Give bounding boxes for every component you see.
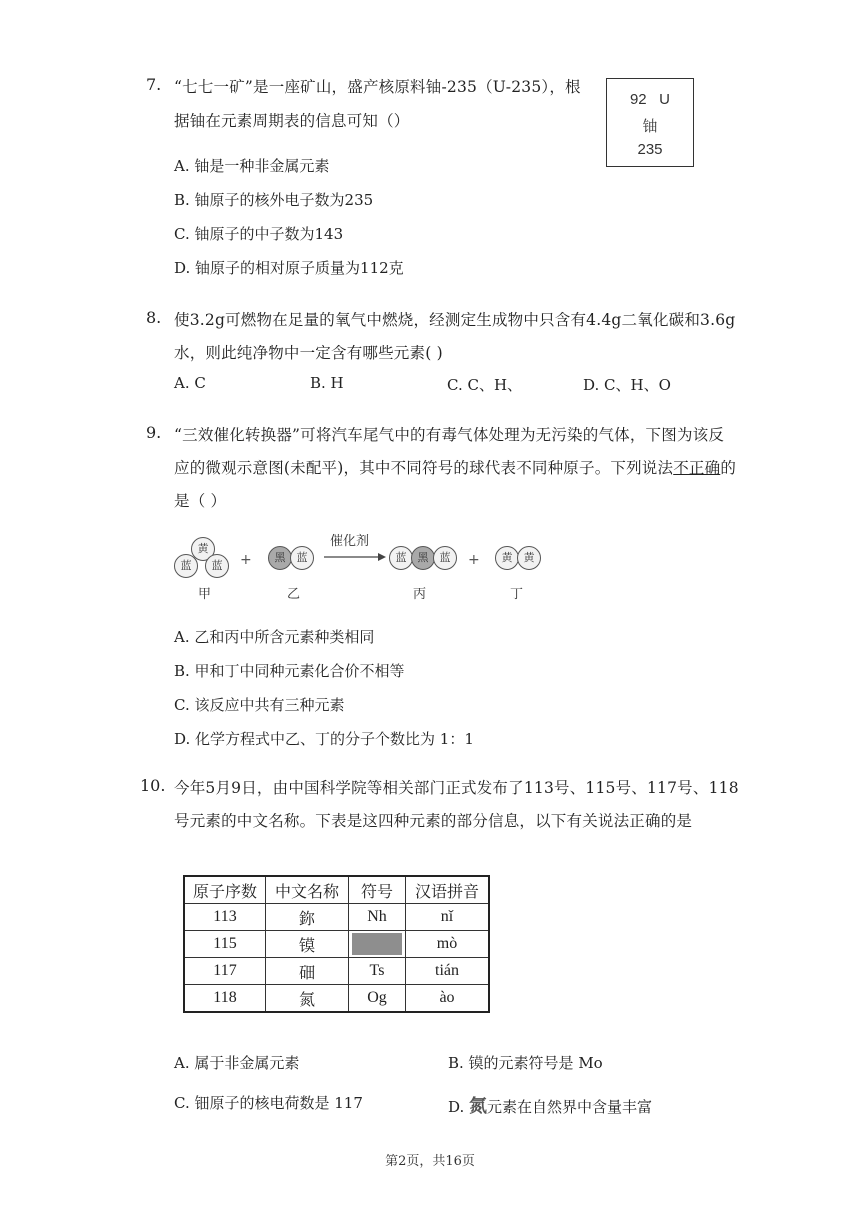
label-ding: 丁 [510, 587, 524, 602]
table-row [184, 985, 489, 1013]
cell-symbol: Nh [349, 904, 406, 931]
cell-name: 镆 [266, 931, 349, 958]
q9-option-d: D. 化学方程式中乙、丁的分子个数比为 1：1 [174, 730, 474, 748]
cell-symbol: Ts [349, 958, 406, 985]
header-symbol: 符号 [349, 876, 406, 904]
q10-option-d [448, 1092, 652, 1118]
element-name: 铀 [642, 117, 658, 135]
q7-option-d: D. 铀原子的相对原子质量为112克 [174, 259, 404, 277]
q8-option-b: B. H [310, 374, 344, 392]
q10-option-a: A. 属于非金属元素 [174, 1054, 300, 1072]
table-row [184, 904, 489, 931]
question-9-number: 9. [146, 423, 162, 442]
element-symbol: U [659, 91, 671, 108]
q7-option-b: B. 铀原子的核外电子数为235 [174, 191, 374, 209]
question-7-text-line1: “七七一矿”是一座矿山，盛产核原料铀-235（U-235），根 [174, 78, 581, 96]
question-9-line2-start: 应的微观示意图(未配平)，其中不同符号的球代表不同种原子。下列说法 [174, 459, 674, 477]
table-row [184, 931, 489, 958]
redacted-symbol-block [352, 933, 402, 955]
cell-name: 鉨 [266, 904, 349, 931]
question-7-number: 7. [146, 75, 162, 94]
question-9-text-line3: 是（ ） [174, 492, 227, 510]
page-footer: 第2页，共16页 [385, 1154, 475, 1169]
label-bing: 丙 [413, 587, 427, 602]
molecule-yi-black-atom: 黑 [268, 546, 292, 570]
molecule-ding-yellow-atom-right: 黄 [517, 546, 541, 570]
q9-option-a: A. 乙和丙中所含元素种类相同 [174, 628, 375, 646]
header-chinese-name: 中文名称 [266, 876, 349, 904]
question-10-number: 10. [140, 776, 166, 795]
label-jia: 甲 [198, 587, 212, 602]
question-9-text-line2 [174, 456, 736, 478]
question-10-text-line1: 今年5月9日，由中国科学院等相关部门正式发布了113号、115号、117号、118 [174, 779, 739, 797]
cell-pinyin: ào [406, 985, 490, 1013]
question-8-number: 8. [146, 308, 162, 327]
cell-name: 鿬 [266, 958, 349, 985]
question-9-underlined-word: 不正确 [673, 459, 721, 477]
q9-option-b: B. 甲和丁中同种元素化合价不相等 [174, 662, 405, 680]
header-atomic-number: 原子序数 [184, 876, 266, 904]
question-9-line2-end: 的 [720, 459, 737, 477]
q7-option-a: A. 铀是一种非金属元素 [174, 157, 330, 175]
cell-number: 117 [184, 958, 266, 985]
molecule-ding-yellow-atom-left: 黄 [495, 546, 519, 570]
table-header-row [184, 876, 489, 904]
q8-option-c: C. C、H、 [447, 376, 523, 394]
molecule-bing-blue-atom-left: 蓝 [389, 546, 413, 570]
label-yi: 乙 [287, 587, 301, 602]
element-info-table [183, 875, 490, 1013]
q10-option-c: C. 钿原子的核电荷数是 117 [174, 1094, 363, 1112]
cell-pinyin: tián [406, 958, 490, 985]
question-7-text-line2: 据铀在元素周期表的信息可知（） [174, 112, 410, 130]
header-pinyin: 汉语拼音 [406, 876, 490, 904]
cell-number: 113 [184, 904, 266, 931]
q8-option-d: D. C、H、O [583, 376, 671, 394]
q9-option-c: C. 该反应中共有三种元素 [174, 696, 345, 714]
cell-pinyin: nǐ [406, 904, 490, 931]
uranium-element-box [606, 78, 694, 167]
reaction-arrow-icon [324, 552, 386, 562]
plus-sign-1: + [240, 552, 252, 568]
molecule-bing-blue-atom-right: 蓝 [433, 546, 457, 570]
question-10-text-line2: 号元素的中文名称。下表是这四种元素的部分信息，以下有关说法正确的是 [174, 812, 693, 830]
plus-sign-2: + [468, 552, 480, 568]
cell-number: 118 [184, 985, 266, 1013]
molecule-jia-blue-atom-right: 蓝 [205, 554, 229, 578]
atomic-mass: 235 [637, 141, 663, 158]
cell-symbol: Og [349, 985, 406, 1013]
question-9-text-line1: “三效催化转换器”可将汽车尾气中的有毒气体处理为无污染的气体，下图为该反 [174, 426, 725, 444]
cell-number: 115 [184, 931, 266, 958]
q10-option-b: B. 镆的元素符号是 Mo [448, 1054, 603, 1072]
molecule-jia-blue-atom-left: 蓝 [174, 554, 198, 578]
q8-option-a: A. C [174, 374, 206, 392]
atomic-number: 92 [629, 91, 647, 108]
cell-pinyin: mò [406, 931, 490, 958]
molecule-yi-blue-atom: 蓝 [290, 546, 314, 570]
q10-option-d-glyph: 氮 [469, 1096, 488, 1117]
element-box-number-symbol [607, 91, 693, 108]
molecule-jia-yellow-atom: 黄 [191, 537, 215, 561]
q7-option-c: C. 铀原子的中子数为143 [174, 225, 344, 243]
q10-option-d-prefix: D. [448, 1098, 465, 1116]
question-8-text-line1: 使3.2g可燃物在足量的氧气中燃烧，经测定生成物中只含有4.4g二氧化碳和3.6g [174, 311, 736, 329]
question-8-text-line2: 水，则此纯净物中一定含有哪些元素( ) [174, 344, 443, 362]
cell-symbol-hidden [349, 931, 406, 958]
cell-name: 氮 [266, 985, 349, 1013]
molecule-bing-black-atom: 黑 [411, 546, 435, 570]
table-row [184, 958, 489, 985]
q10-option-d-text: 元素在自然界中含量丰富 [487, 1098, 653, 1116]
catalyst-label: 催化剂 [330, 534, 370, 549]
